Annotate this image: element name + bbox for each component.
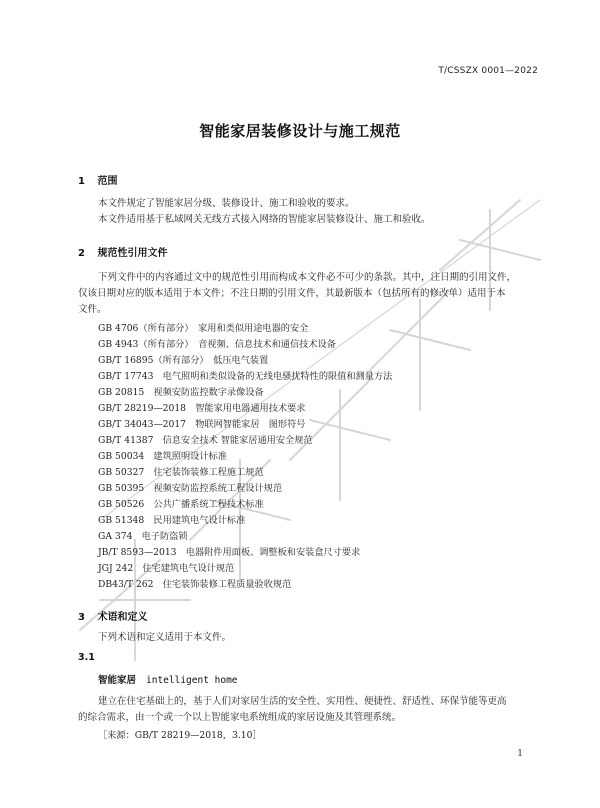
term-number: 3.1 xyxy=(78,652,95,663)
paragraph-line: 文件。 xyxy=(78,304,107,315)
reference-item: GB/T 16895（所有部分） 低压电气装置 xyxy=(98,355,269,366)
definition-line: 的综合需求，由一个或一个以上智能家电系统组成的家居设施及其管理系统。 xyxy=(78,712,402,723)
page-title: 智能家居装修设计与施工规范 xyxy=(199,122,401,140)
paragraph: 本文件适用基于私域网关无线方式接入网络的智能家居装修设计、施工和验收。 xyxy=(98,214,431,225)
reference-item: DB43/T 262 住宅装饰装修工程质量验收规范 xyxy=(98,579,292,590)
section-title: 范围 xyxy=(97,176,118,187)
reference-item: JB/T 8593—2013 电器附件用面板、调整板和安装盒尺寸要求 xyxy=(98,547,361,558)
section-number: 1 xyxy=(78,176,85,187)
term-name-zh: 智能家居 xyxy=(98,675,137,686)
reference-item: GB/T 17743 电气照明和类似设备的无线电骚扰特性的限值和测量方法 xyxy=(98,371,393,382)
reference-item: GB 4943（所有部分） 音视频、信息技术和通信技术设备 xyxy=(98,339,336,350)
reference-item: GB/T 41387 信息安全技术 智能家居通用安全规范 xyxy=(98,435,313,446)
section-title: 术语和定义 xyxy=(97,612,148,623)
reference-item: GB 20815 视频安防监控数字录像设备 xyxy=(98,387,264,398)
reference-item: GB 4706（所有部分） 家用和类似用途电器的安全 xyxy=(98,323,309,334)
reference-item: GA 374 电子防盗锁 xyxy=(98,531,188,542)
section-number: 2 xyxy=(78,248,85,259)
term-name-en: intelligent home xyxy=(146,675,238,686)
reference-item: GB 50395 视频安防监控系统工程设计规范 xyxy=(98,483,283,494)
reference-item: GB/T 34043—2017 物联网智能家居 图形符号 xyxy=(98,419,306,430)
section-3-heading xyxy=(78,608,147,623)
section-number: 3 xyxy=(78,612,85,623)
term-name xyxy=(98,672,238,686)
paragraph: 下列术语和定义适用于本文件。 xyxy=(98,632,232,643)
reference-item: GB 50526 公共广播系统工程技术标准 xyxy=(98,499,264,510)
paragraph-line: 下列文件中的内容通过文中的规范性引用而构成本文件必不可少的条款。其中，注日期的引用文件， xyxy=(98,272,517,283)
definition-line: 建立在住宅基础上的，基于人们对家居生活的安全性、实用性、便捷性、舒适性、环保节能等更高 xyxy=(98,696,507,707)
section-1-heading xyxy=(78,172,117,187)
reference-item: GB/T 28219—2018 智能家用电器通用技术要求 xyxy=(98,403,306,414)
reference-item: GB 51348 民用建筑电气设计标准 xyxy=(98,515,246,526)
reference-item: GB 50327 住宅装饰装修工程施工规范 xyxy=(98,467,264,478)
reference-item: JGJ 242 住宅建筑电气设计规范 xyxy=(98,563,235,574)
section-title: 规范性引用文件 xyxy=(97,248,168,259)
reference-item: GB 50034 建筑照明设计标准 xyxy=(98,451,227,462)
document-code: T/CSSZX 0001—2022 xyxy=(438,66,538,76)
paragraph-line: 仅该日期对应的版本适用于本文件；不注日期的引用文件，其最新版本（包括所有的修改单）适用于本 xyxy=(78,288,506,299)
section-2-heading xyxy=(78,244,167,259)
source-citation: ［来源：GB/T 28219—2018，3.10］ xyxy=(98,730,262,741)
paragraph: 本文件规定了智能家居分级、装修设计、施工和验收的要求。 xyxy=(98,198,355,209)
page-number: 1 xyxy=(517,749,523,759)
